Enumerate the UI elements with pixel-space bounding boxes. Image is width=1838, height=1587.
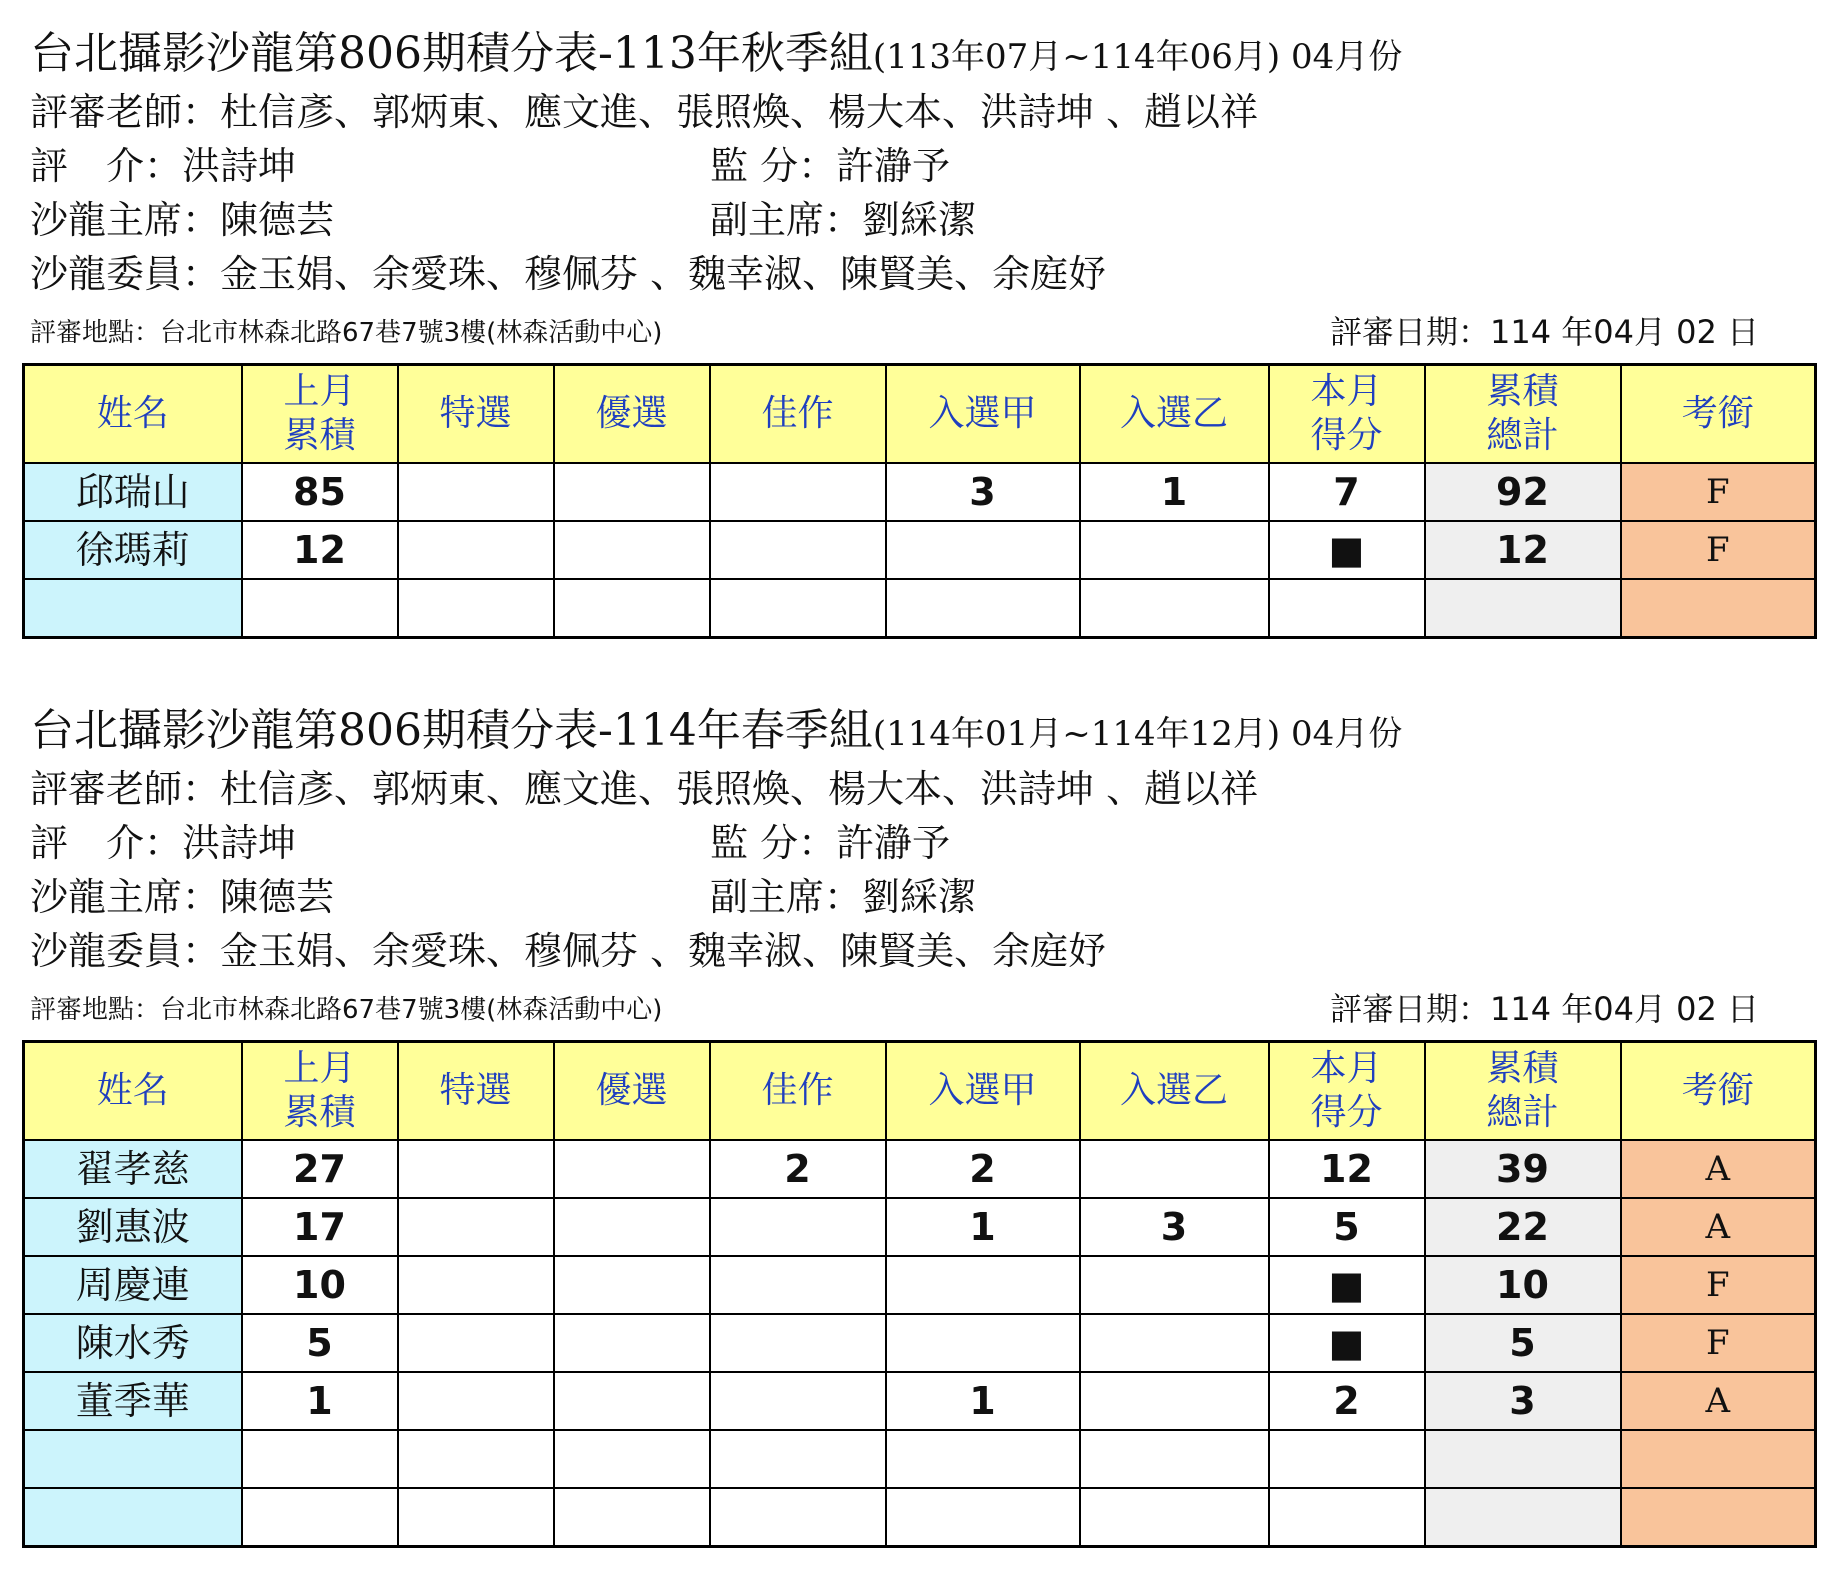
cell-prev: 12 (242, 521, 398, 579)
cell-special (398, 579, 554, 638)
title-range: (114年01月~114年12月) 04月份 (872, 714, 1403, 754)
col-header-honorable: 佳作 (710, 365, 886, 464)
cell-special (398, 1140, 554, 1198)
cell-accept-a: 1 (886, 1198, 1080, 1256)
cell-grade (1621, 579, 1816, 638)
cell-accept-a: 1 (886, 1372, 1080, 1430)
cell-special (398, 1488, 554, 1547)
committee-line: 沙龍委員：金玉娟、余愛珠、穆佩芬 、魏幸淑、陳賢美、余庭妤 (30, 929, 1107, 973)
cell-accept-b (1080, 521, 1269, 579)
cell-accept-a (886, 1256, 1080, 1314)
cell-excellent (554, 1140, 710, 1198)
cell-excellent (554, 1314, 710, 1372)
cell-name: 劉惠波 (24, 1198, 242, 1256)
cell-month: ■ (1269, 521, 1425, 579)
cell-accept-b: 1 (1080, 463, 1269, 521)
venue-line: 評審地點：台北市林森北路67巷7號3樓(林森活動中心) (30, 995, 663, 1025)
table-row (24, 463, 1816, 521)
cell-grade: A (1621, 1140, 1816, 1198)
score-table (22, 363, 1817, 639)
cell-month: 7 (1269, 463, 1425, 521)
cell-honorable (710, 1488, 886, 1547)
cell-prev (242, 1430, 398, 1488)
cell-name: 邱瑞山 (24, 463, 242, 521)
col-header-total (1425, 365, 1621, 464)
cell-accept-b (1080, 1140, 1269, 1198)
cell-honorable (710, 1256, 886, 1314)
cell-accept-a: 2 (886, 1140, 1080, 1198)
col-header-accept-a: 入選甲 (886, 1042, 1080, 1141)
col-header-name: 姓名 (24, 365, 242, 464)
cell-prev: 17 (242, 1198, 398, 1256)
sheet-title (30, 26, 1402, 85)
cell-prev (242, 579, 398, 638)
cell-name (24, 579, 242, 638)
cell-month (1269, 1430, 1425, 1488)
title-range: (113年07月~114年06月) 04月份 (872, 37, 1403, 77)
cell-accept-a (886, 1488, 1080, 1547)
date-line: 評審日期：114 年04月 02 日 (1330, 990, 1760, 1028)
cell-month: 5 (1269, 1198, 1425, 1256)
table-row (24, 521, 1816, 579)
cell-accept-a (886, 579, 1080, 638)
col-header-prev (242, 365, 398, 464)
venue-line: 評審地點：台北市林森北路67巷7號3樓(林森活動中心) (30, 318, 663, 348)
cell-month (1269, 1488, 1425, 1547)
cell-name: 陳水秀 (24, 1314, 242, 1372)
cell-total: 22 (1425, 1198, 1621, 1256)
judges-line: 評審老師：杜信彥、郭炳東、應文進、張照煥、楊大本、洪詩坤 、趙以祥 (30, 767, 1259, 811)
cell-grade (1621, 1430, 1816, 1488)
cell-special (398, 1198, 554, 1256)
header-line: 總計 (1486, 1092, 1559, 1133)
header-line: 得分 (1310, 415, 1383, 456)
col-header-special: 特選 (398, 1042, 554, 1141)
committee-line: 沙龍委員：金玉娟、余愛珠、穆佩芬 、魏幸淑、陳賢美、余庭妤 (30, 252, 1107, 296)
score-table (22, 1040, 1817, 1548)
table-row (24, 1140, 1816, 1198)
cell-accept-a: 3 (886, 463, 1080, 521)
cell-excellent (554, 1488, 710, 1547)
cell-name (24, 1488, 242, 1547)
cell-accept-b (1080, 1256, 1269, 1314)
table-row (24, 1372, 1816, 1430)
header-line: 上月 (283, 371, 356, 412)
cell-prev: 85 (242, 463, 398, 521)
cell-month: 12 (1269, 1140, 1425, 1198)
cell-accept-b (1080, 1488, 1269, 1547)
cell-honorable (710, 521, 886, 579)
cell-honorable (710, 1314, 886, 1372)
cell-total: 10 (1425, 1256, 1621, 1314)
cell-special (398, 1314, 554, 1372)
table-row (24, 1488, 1816, 1547)
table-body (24, 463, 1816, 638)
title-main: 台北攝影沙龍第806期積分表-113年秋季組 (30, 28, 873, 79)
header-line: 累積 (283, 415, 356, 456)
cell-honorable (710, 1372, 886, 1430)
cell-special (398, 463, 554, 521)
header-line: 累積 (283, 1092, 356, 1133)
cell-accept-b: 3 (1080, 1198, 1269, 1256)
cell-honorable (710, 463, 886, 521)
cell-prev (242, 1488, 398, 1547)
col-header-accept-b: 入選乙 (1080, 1042, 1269, 1141)
cell-prev: 1 (242, 1372, 398, 1430)
cell-special (398, 521, 554, 579)
vice-chairman-line: 副主席：劉綵潔 (710, 875, 977, 919)
cell-special (398, 1430, 554, 1488)
col-header-name: 姓名 (24, 1042, 242, 1141)
header-row (24, 365, 1816, 464)
cell-prev: 5 (242, 1314, 398, 1372)
cell-total (1425, 1488, 1621, 1547)
header-line: 累積 (1486, 1048, 1559, 1089)
cell-excellent (554, 521, 710, 579)
table-row (24, 579, 1816, 638)
cell-accept-b (1080, 579, 1269, 638)
table-row (24, 1256, 1816, 1314)
cell-prev: 27 (242, 1140, 398, 1198)
header-line: 上月 (283, 1048, 356, 1089)
table-row (24, 1314, 1816, 1372)
cell-honorable (710, 579, 886, 638)
header-row (24, 1042, 1816, 1141)
cell-total: 5 (1425, 1314, 1621, 1372)
judges-line: 評審老師：杜信彥、郭炳東、應文進、張照煥、楊大本、洪詩坤 、趙以祥 (30, 90, 1259, 134)
cell-grade: F (1621, 521, 1816, 579)
table-row (24, 1198, 1816, 1256)
cell-total (1425, 1430, 1621, 1488)
header-line: 本月 (1310, 371, 1383, 412)
score-sheet-autumn (0, 20, 1838, 660)
cell-total (1425, 579, 1621, 638)
chairman-line: 沙龍主席：陳德芸 (30, 875, 335, 919)
header-line: 累積 (1486, 371, 1559, 412)
cell-excellent (554, 1372, 710, 1430)
score-sheet-spring (0, 697, 1838, 1577)
vice-chairman-line: 副主席：劉綵潔 (710, 198, 977, 242)
col-header-accept-a: 入選甲 (886, 365, 1080, 464)
cell-total: 92 (1425, 463, 1621, 521)
cell-total: 12 (1425, 521, 1621, 579)
cell-honorable: 2 (710, 1140, 886, 1198)
cell-special (398, 1256, 554, 1314)
cell-excellent (554, 463, 710, 521)
cell-accept-a (886, 1430, 1080, 1488)
cell-grade: A (1621, 1198, 1816, 1256)
cell-month: ■ (1269, 1256, 1425, 1314)
cell-excellent (554, 1198, 710, 1256)
col-header-excellent: 優選 (554, 1042, 710, 1141)
cell-total: 39 (1425, 1140, 1621, 1198)
sheet-title (30, 703, 1402, 762)
col-header-month (1269, 1042, 1425, 1141)
col-header-special: 特選 (398, 365, 554, 464)
date-line: 評審日期：114 年04月 02 日 (1330, 313, 1760, 351)
cell-month: 2 (1269, 1372, 1425, 1430)
col-header-grade: 考銜 (1621, 365, 1816, 464)
cell-special (398, 1372, 554, 1430)
cell-total: 3 (1425, 1372, 1621, 1430)
col-header-prev (242, 1042, 398, 1141)
cell-grade: F (1621, 463, 1816, 521)
cell-name: 董季華 (24, 1372, 242, 1430)
cell-month (1269, 579, 1425, 638)
cell-honorable (710, 1198, 886, 1256)
cell-month: ■ (1269, 1314, 1425, 1372)
cell-grade: F (1621, 1256, 1816, 1314)
col-header-accept-b: 入選乙 (1080, 365, 1269, 464)
cell-grade (1621, 1488, 1816, 1547)
col-header-month (1269, 365, 1425, 464)
cell-excellent (554, 1256, 710, 1314)
cell-excellent (554, 579, 710, 638)
cell-grade: F (1621, 1314, 1816, 1372)
cell-accept-b (1080, 1372, 1269, 1430)
table-row (24, 1430, 1816, 1488)
cell-prev: 10 (242, 1256, 398, 1314)
chairman-line: 沙龍主席：陳德芸 (30, 198, 335, 242)
cell-name: 周慶連 (24, 1256, 242, 1314)
cell-accept-a (886, 1314, 1080, 1372)
commentator-line: 評 介：洪詩坤 (30, 144, 297, 188)
header-line: 得分 (1310, 1092, 1383, 1133)
cell-name: 翟孝慈 (24, 1140, 242, 1198)
cell-grade: A (1621, 1372, 1816, 1430)
cell-accept-b (1080, 1430, 1269, 1488)
scorer-line: 監 分：許瀞予 (710, 821, 951, 865)
title-main: 台北攝影沙龍第806期積分表-114年春季組 (30, 705, 873, 756)
col-header-excellent: 優選 (554, 365, 710, 464)
scorer-line: 監 分：許瀞予 (710, 144, 951, 188)
commentator-line: 評 介：洪詩坤 (30, 821, 297, 865)
table-body (24, 1140, 1816, 1547)
col-header-honorable: 佳作 (710, 1042, 886, 1141)
col-header-total (1425, 1042, 1621, 1141)
cell-accept-b (1080, 1314, 1269, 1372)
cell-honorable (710, 1430, 886, 1488)
header-line: 本月 (1310, 1048, 1383, 1089)
cell-name: 徐瑪莉 (24, 521, 242, 579)
cell-accept-a (886, 521, 1080, 579)
header-line: 總計 (1486, 415, 1559, 456)
col-header-grade: 考銜 (1621, 1042, 1816, 1141)
cell-name (24, 1430, 242, 1488)
cell-excellent (554, 1430, 710, 1488)
